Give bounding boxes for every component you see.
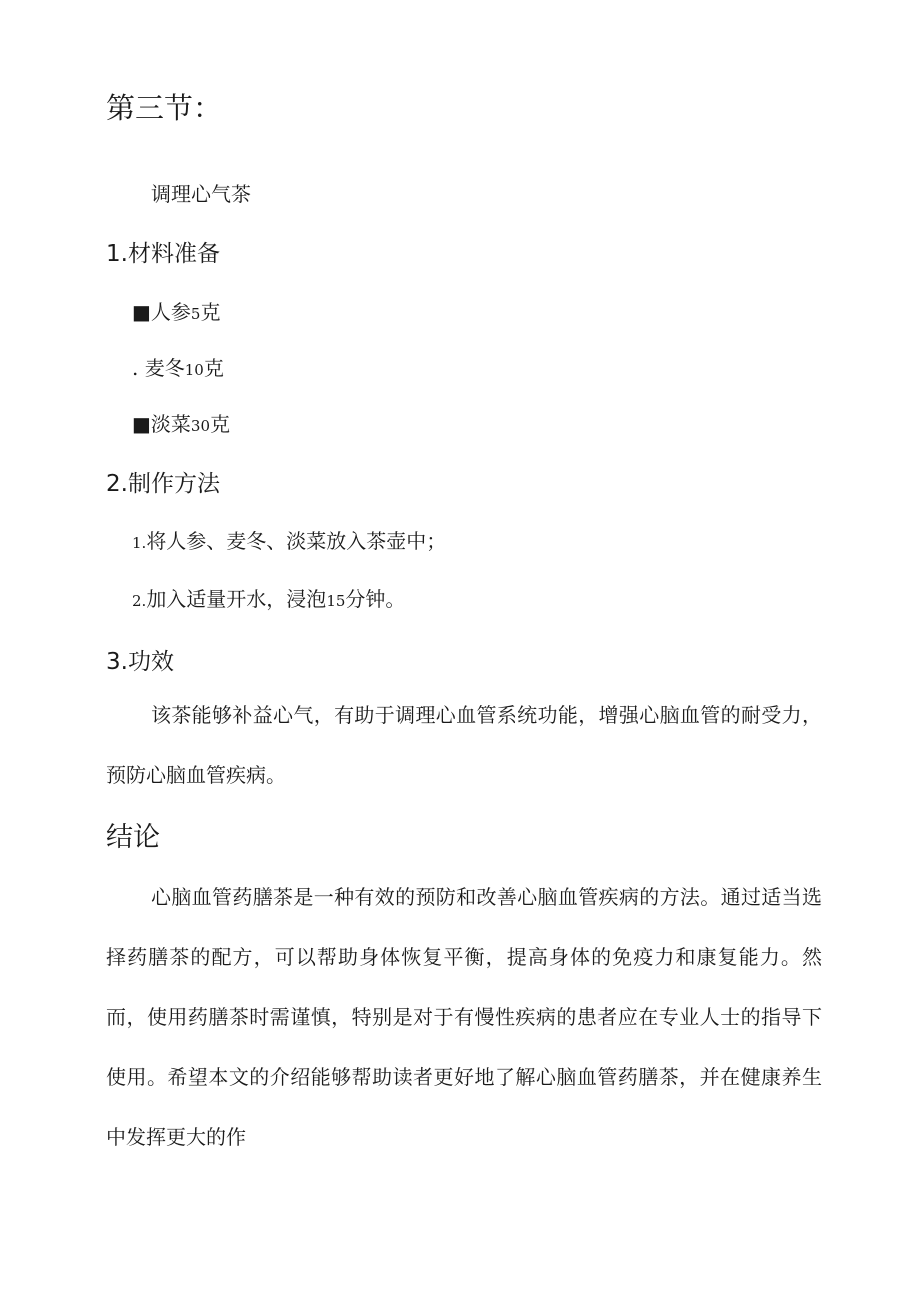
bullet-marker: ■ (132, 412, 151, 436)
material-amount: 5 (190, 305, 201, 323)
material-name: 人参 (150, 300, 191, 324)
material-item (132, 353, 224, 385)
method-heading: 2.制作方法 (106, 471, 220, 497)
bullet-marker: . (132, 356, 139, 380)
effect-paragraph: 该茶能够补益心气，有助于调理心血管系统功能，增强心脑血管的耐受力，预防心脑血管疾病。 (106, 703, 822, 787)
conclusion-heading: 结论 (106, 822, 160, 853)
materials-heading: 1.材料准备 (106, 241, 220, 267)
material-unit: 克 (203, 356, 224, 380)
step-duration: 15 (326, 592, 346, 610)
conclusion-paragraph: 心脑血管药膳茶是一种有效的预防和改善心脑血管疾病的方法。通过适当选择药膳茶的配方，可以帮助身体恢复平衡，提高身体的免疫力和康复能力。然而，使用药膳茶时需谨慎，特别是对于有慢性疾病的患者应在专业人士的指导下使用。希望本文的介绍能够帮助读者更好地了解心脑血管药膳茶，并在健康养生中发挥更大的作 (106, 885, 822, 1149)
material-item (132, 297, 220, 329)
step-text: 将人参、麦冬、淡菜放入茶壶中； (146, 529, 447, 553)
material-amount: 10 (184, 361, 204, 379)
step-number: 2. (132, 592, 147, 610)
material-unit: 克 (200, 300, 221, 324)
section-title: 第三节： (106, 91, 223, 125)
material-amount: 30 (190, 417, 210, 435)
bullet-marker: ■ (132, 300, 151, 324)
tea-name: 调理心气茶 (151, 182, 251, 206)
method-step (132, 526, 446, 558)
material-name: 淡菜 (150, 412, 191, 436)
effect-heading: 3.功效 (106, 649, 174, 675)
material-name: 麦冬 (144, 356, 185, 380)
step-text: 加入适量开水，浸泡 (146, 587, 327, 611)
material-item (132, 409, 230, 441)
material-unit: 克 (210, 412, 230, 436)
step-text-end: 分钟。 (345, 587, 406, 611)
step-number: 1. (132, 534, 147, 552)
method-step (132, 584, 405, 616)
